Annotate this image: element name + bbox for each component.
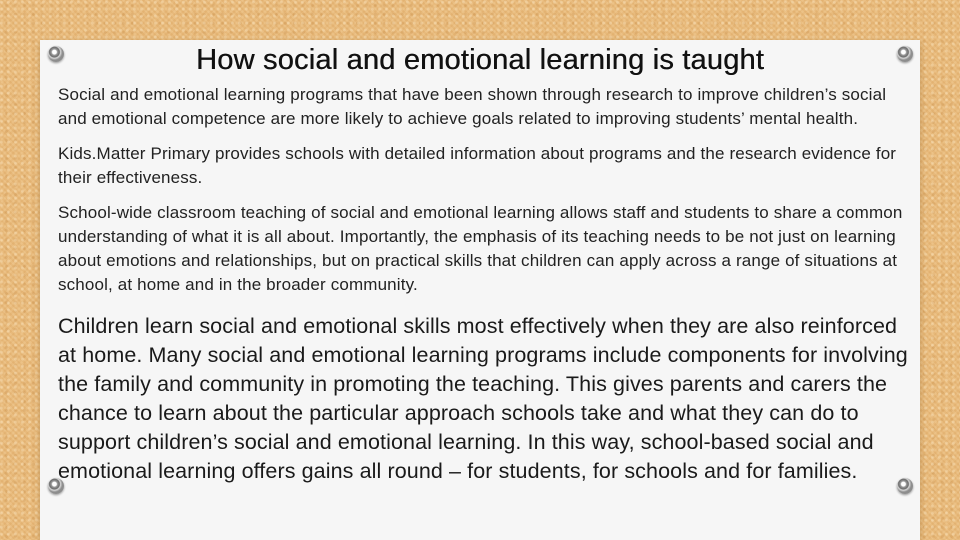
paragraph-research-programs: Social and emotional learning programs that have been shown through research to improve children’s social and emotional competence are more likely to achieve goals related to improving students’ mental health. (58, 85, 887, 128)
paragraph-home-reinforcement: Children learn social and emotional skills most effectively when they are also reinforced at home. Many social and emotional learning programs include components for involving the family and community in promoting the teaching. This gives parents and carers the chance to learn about the particular approach schools take and what they can do to support children’s social and emotional learning. In this way, school-based social and emotional learning offers gains all round – for students, for schools and for families. (58, 314, 908, 483)
slide-title: How social and emotional learning is taught (196, 44, 764, 76)
paragraph-school-wide-teaching: School-wide classroom teaching of social and emotional learning allows staff and students to share a common understanding of what it is all about. Importantly, the emphasis of its teaching needs to be not just on learning about emotions and relationships, but on practical skills that children can apply across a range of situations at school, at home and in the broader community. (58, 203, 903, 294)
paragraph-kidsmatter: Kids.Matter Primary provides schools with detailed information about programs and the research evidence for their effectiveness. (58, 144, 897, 187)
slide-body (58, 83, 910, 486)
